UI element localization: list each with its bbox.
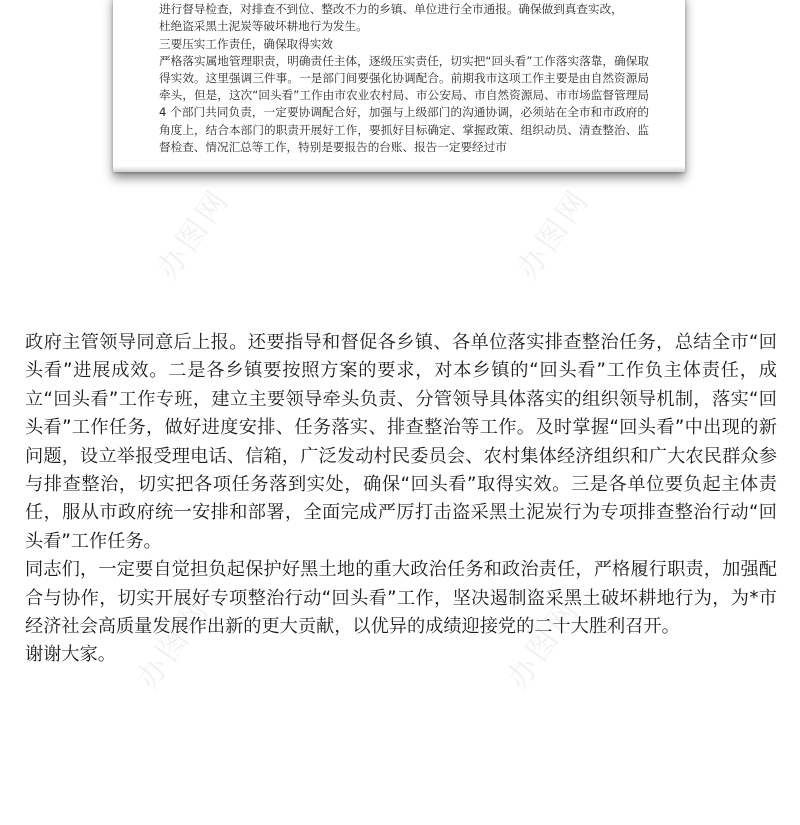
preview-line: 进行督导检查，对排查不到位、整改不力的乡镇、单位进行全市通报。确保做到真查实改， (159, 2, 623, 17)
watermark: 办图网 (150, 182, 238, 286)
speech-body (25, 329, 777, 670)
page-edge-shadow (113, 166, 685, 172)
document-preview-area (0, 0, 800, 318)
preview-paragraph: 严格落实属地管理职责，明确责任主体，逐级压实责任，切实把“回头看”工作落实落靠，确保取得实效。这里强调三件事。一是部门间要强化协调配合。前期我市这项工作主要是由自然资源局牵头，但是，这次“回头看”工作由市农业农村局、市公安局、市自然资源局、市市场监督管理局 4 个部门共同负责，一定要协调配合好，加强与上级部门的沟通协调，必须站在全市和市政府的角度上，结合本部门的职责开展好工作，要抓好目标确定、掌握政策、组织动员、清查整治、监督检查、情况汇总等工作，特别是要报告的台账、报告一定要经过市 (159, 53, 649, 154)
watermark: 办图网 (500, 592, 588, 696)
speech-closing: 谢谢大家。 (25, 644, 116, 666)
speech-paragraph: 同志们，一定要自觉担负起保护好黑土地的重大政治任务和政治责任，严格履行职责，加强配合与协作，切实开展好专项整治行动“回头看”工作，坚决遏制盗采黑土破坏耕地行为，为*市经济社会高质量发展作出新的更大贡献，以优异的成绩迎接党的二十大胜利召开。 (25, 559, 777, 638)
watermark: 办图网 (510, 182, 598, 286)
preview-section-heading: 三要压实工作责任，确保取得实效 (159, 36, 333, 51)
preview-line: 杜绝盗采黑土泥炭等破坏耕地行为发生。 (159, 19, 368, 34)
speech-paragraph: 政府主管领导同意后上报。还要指导和督促各乡镇、各单位落实排查整治任务，总结全市“回头看”进展成效。二是各乡镇要按照方案的要求，对本乡镇的“回头看”工作负主体责任，成立“回头看”工作专班，建立主要领导牵头负责、分管领导具体落实的组织领导机制，落实“回头看”工作任务，做好进度安排、任务落实、排查整治等工作。及时掌握“回头看”中出现的新问题，设立举报受理电话、信箱，广泛发动村民委员会、农村集体经济组织和广大农民群众参与排查整治，切实把各项任务落到实处，确保“回头看”取得实效。三是各单位要负起主体责任，服从市政府统一安排和部署，全面完成严厉打击盗采黑土泥炭行为专项排查整治行动“回头看”工作任务。 (25, 332, 777, 552)
watermark: 办图网 (130, 592, 218, 696)
document-page-thumbnail (113, 0, 685, 172)
document-page-text (159, 0, 649, 156)
